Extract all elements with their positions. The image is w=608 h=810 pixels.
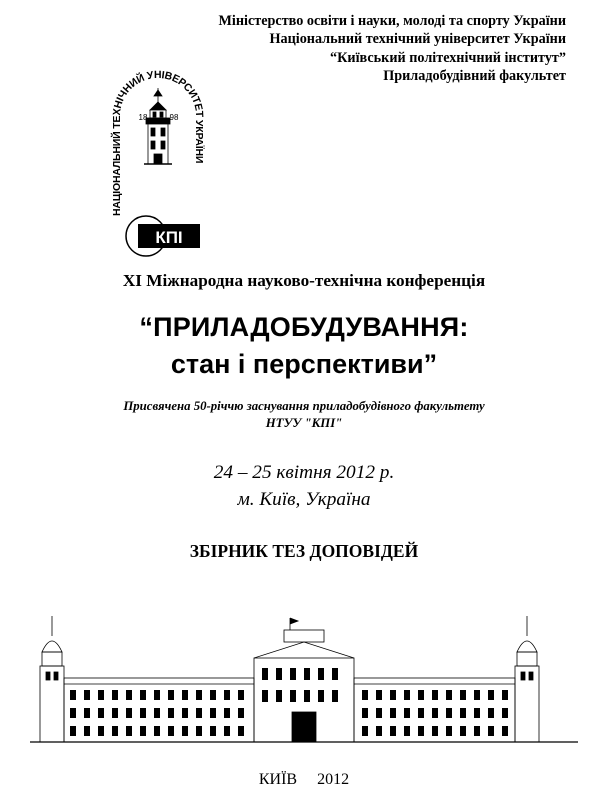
conference-title-line2: стан і перспективи” [170, 349, 438, 379]
footer-year: 2012 [317, 771, 350, 788]
ministry-header [219, 12, 567, 85]
logo-emblem-text: КПІ [155, 228, 183, 247]
university-logo [108, 66, 208, 266]
kpi-emblem-icon [126, 216, 200, 256]
university-building-illustration [30, 612, 578, 744]
collection-title: ЗБІРНИК ТЕЗ ДОПОВІДЕЙ [189, 541, 419, 561]
conference-dates: 24 – 25 квітня 2012 р. [213, 462, 395, 483]
university-name: Національний технічний університет України [269, 31, 566, 48]
logo-year-right: 98 [169, 113, 179, 122]
footer [0, 771, 608, 789]
ministry-name: Міністерство освіти і науки, молоді та спорту України [218, 13, 566, 29]
dedication-line2: НТУУ "КПІ" [265, 416, 343, 430]
tower-icon [144, 88, 172, 164]
institute-name: “Київський політехнічний інститут” [330, 49, 566, 66]
conference-location: м. Київ, Україна [237, 489, 371, 510]
logo-year-left: 18 [138, 113, 148, 122]
faculty-name: Приладобудівний факультет [383, 67, 566, 84]
conference-title-line1: “ПРИЛАДОБУДУВАННЯ: [139, 312, 469, 342]
logo-ring-text: НАЦІОНАЛЬНИЙ ТЕХНІЧНИЙ УНІВЕРСИТЕТ УКРАЇНИ [110, 68, 206, 216]
conference-series: XI Міжнародна науково-технічна конференція [122, 271, 486, 290]
footer-city: КИЇВ [258, 771, 298, 788]
dedication-line1: Присвячена 50-річчю заснування приладобудівного факультету [123, 399, 485, 413]
